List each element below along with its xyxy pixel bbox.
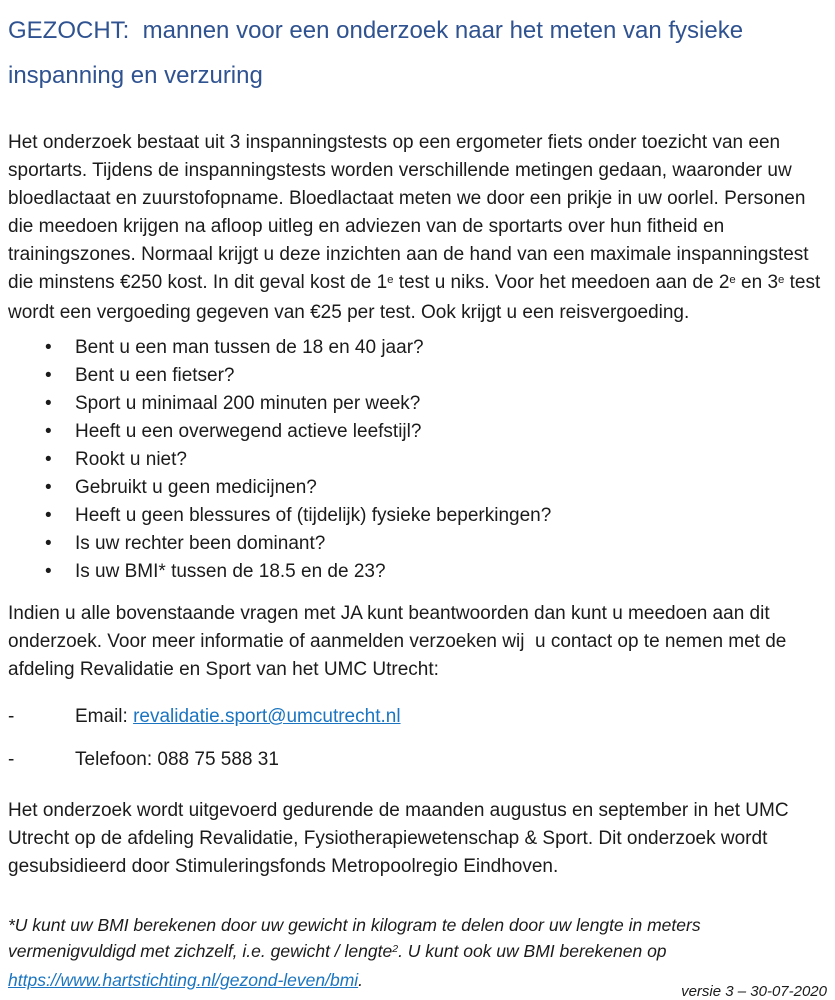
phone-row <box>8 746 829 774</box>
criteria-item: • Is uw BMI* tussen de 18.5 en de 23? <box>75 558 829 586</box>
apply-paragraph: Indien u alle bovenstaande vragen met JA kunt beantwoorden dan kunt u meedoen aan dit onderzoek. Voor meer informatie of aanmelden verzoeken wij u contact op te nemen met de afdeling Revalidatie en Sport van het UMC Utrecht: <box>8 603 792 680</box>
criteria-list <box>8 334 829 586</box>
email-label: Email: <box>75 706 134 727</box>
schedule-paragraph: Het onderzoek wordt uitgevoerd gedurende de maanden augustus en september in het UMC Utrecht op de afdeling Revalidatie, Fysiotherapiewetenschap & Sport. Dit onderzoek wordt gesubsidieerd door Stimuleringsfonds Metropoolregio Eindhoven. <box>8 800 794 877</box>
phone-label: Telefoon: 088 75 588 31 <box>75 749 279 770</box>
email-line <box>75 703 401 731</box>
criteria-item: • Bent u een man tussen de 18 en 40 jaar? <box>75 334 829 362</box>
footnote-link[interactable]: https://www.hartstichting.nl/gezond-leven/bmi <box>8 970 359 990</box>
email-link[interactable]: revalidatie.sport@umcutrecht.nl <box>133 706 401 727</box>
criteria-item: • Gebruikt u geen medicijnen? <box>75 474 829 502</box>
footnote-text: *U kunt uw BMI berekenen door uw gewicht in kilogram te delen door uw lengte in meters vermenigvuldigd met zichzelf, i.e. gewicht / lengte$^2$. U kunt ook uw BMI berekenen op <box>8 915 706 961</box>
page-title: GEZOCHT: mannen voor een onderzoek naar het meten van fysieke inspanning en verzuring <box>8 17 750 89</box>
criteria-item: • Sport u minimaal 200 minuten per week? <box>75 390 829 418</box>
version-label: versie 3 – 30-07-2020 <box>681 983 827 1000</box>
criteria-item: • Heeft u een overwegend actieve leefstijl? <box>75 418 829 446</box>
criteria-item: • Rookt u niet? <box>75 446 829 474</box>
criteria-item: • Bent u een fietser? <box>75 362 829 390</box>
email-row <box>8 703 829 731</box>
footnote-period: . <box>358 970 364 990</box>
criteria-item: • Is uw rechter been dominant? <box>75 530 829 558</box>
dash-bullet: - <box>8 706 15 727</box>
footnote <box>8 912 829 993</box>
dash-bullet: - <box>8 749 15 770</box>
intro-paragraph <box>8 129 829 327</box>
criteria-item: • Heeft u geen blessures of (tijdelijk) fysieke beperkingen? <box>75 502 829 530</box>
intro-text: Het onderzoek bestaat uit 3 inspanningstests op een ergometer fiets onder toezicht van een sportarts. Tijdens de inspanningstests worden verschillende metingen gedaan, waaronder uw bloedlactaat en zuurstofopname. Bloedlactaat meten we door een prikje in uw oorlel. Personen die meedoen krijgen na afloop uitleg en adviezen van de sportarts over hun fitheid en trainingszones. Normaal krijgt u deze inzichten aan de hand van een maximale inspanningstest die minstens €250 kost. In dit geval kost de 1e test u niks. Voor het meedoen aan de 2e en 3e test wordt een vergoeding gegeven van €25 per test. Ook krijgt u een reisvergoeding. <box>8 132 826 323</box>
